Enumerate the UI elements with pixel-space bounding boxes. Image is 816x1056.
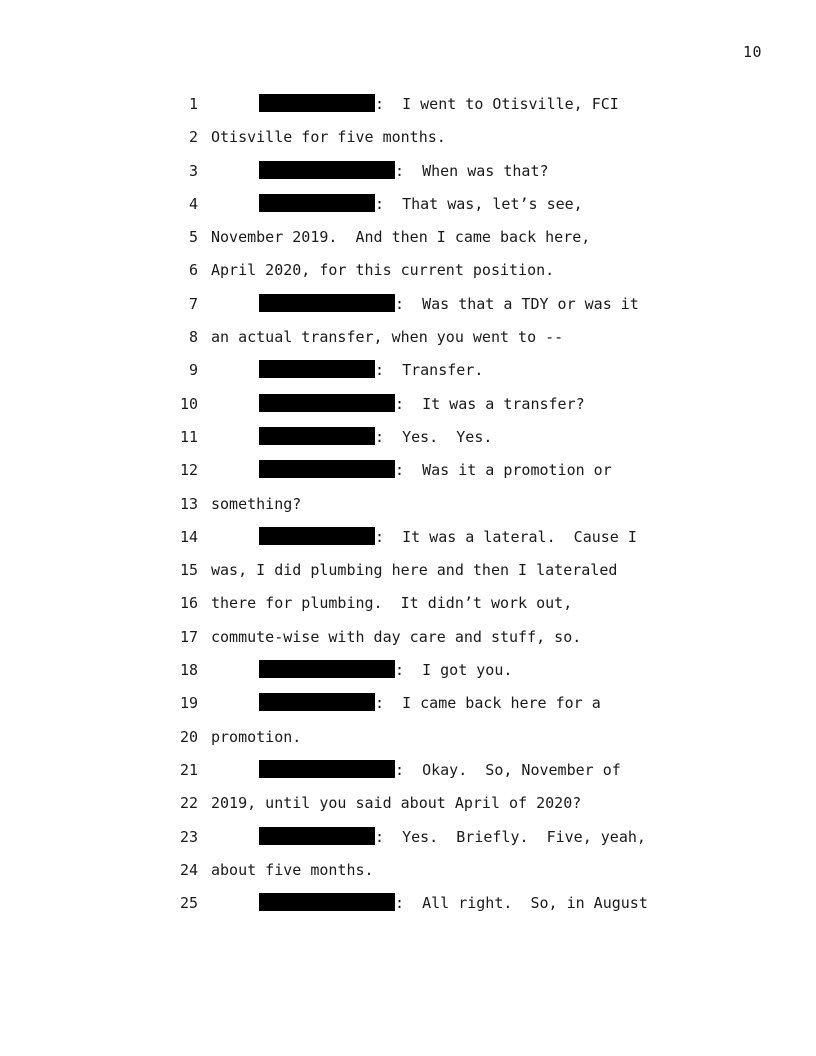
spoken-text: : Okay. So, November of	[395, 760, 621, 779]
speaker-line-text	[259, 425, 492, 449]
line-number: 7	[188, 294, 198, 313]
spoken-text: : All right. So, in August	[395, 894, 648, 913]
speaker-line-text	[259, 92, 619, 116]
transcript-line	[0, 858, 816, 891]
spoken-text: : I came back here for a	[375, 694, 601, 713]
transcript-line	[0, 458, 816, 491]
redacted-speaker-name	[259, 427, 375, 445]
transcript-line	[0, 159, 816, 192]
spoken-text: April 2020, for this current position.	[211, 261, 555, 280]
spoken-text: : Transfer.	[375, 361, 484, 380]
line-number: 9	[188, 361, 198, 380]
transcript-line	[0, 558, 816, 591]
page-number: 10	[742, 43, 762, 61]
spoken-text: there for plumbing. It didn’t work out,	[211, 594, 573, 613]
spoken-text: : That was, let’s see,	[375, 194, 583, 213]
line-number: 15	[179, 561, 198, 580]
spoken-text: November 2019. And then I came back here,	[211, 228, 591, 247]
speaker-line-text	[259, 458, 612, 482]
transcript-line	[0, 891, 816, 924]
transcript-line	[0, 258, 816, 291]
line-number: 12	[179, 461, 198, 480]
transcript-line	[0, 192, 816, 225]
redacted-speaker-name	[259, 360, 375, 378]
line-number: 4	[188, 194, 198, 213]
redacted-speaker-name	[259, 693, 375, 711]
spoken-text: : Was that a TDY or was it	[395, 294, 639, 313]
transcript-line	[0, 791, 816, 824]
line-number: 22	[179, 794, 198, 813]
line-number: 23	[179, 827, 198, 846]
redacted-speaker-name	[259, 161, 395, 179]
transcript-body	[0, 92, 816, 924]
redacted-speaker-name	[259, 660, 395, 678]
spoken-text: Otisville for five months.	[211, 128, 446, 147]
speaker-line-text	[259, 159, 549, 183]
redacted-speaker-name	[259, 893, 395, 911]
transcript-line	[0, 625, 816, 658]
transcript-line	[0, 725, 816, 758]
line-number: 2	[188, 128, 198, 147]
speaker-line-text	[259, 525, 637, 549]
spoken-text: : It was a transfer?	[395, 394, 585, 413]
transcript-line	[0, 392, 816, 425]
transcript-line	[0, 125, 816, 158]
transcript-line	[0, 492, 816, 525]
line-number: 18	[179, 661, 198, 680]
speaker-line-text	[259, 891, 648, 915]
transcript-line	[0, 591, 816, 624]
line-number: 24	[179, 860, 198, 879]
redacted-speaker-name	[259, 760, 395, 778]
transcript-line	[0, 525, 816, 558]
redacted-speaker-name	[259, 394, 395, 412]
continuation-line-text	[211, 725, 301, 749]
spoken-text: was, I did plumbing here and then I lateraled	[211, 561, 618, 580]
redacted-speaker-name	[259, 827, 375, 845]
transcript-line	[0, 825, 816, 858]
speaker-line-text	[259, 825, 646, 849]
transcript-line	[0, 358, 816, 391]
line-number: 5	[188, 228, 198, 247]
spoken-text: : When was that?	[395, 161, 549, 180]
continuation-line-text	[211, 125, 446, 149]
continuation-line-text	[211, 625, 581, 649]
spoken-text: promotion.	[211, 727, 302, 746]
line-number: 8	[188, 328, 198, 347]
redacted-speaker-name	[259, 527, 375, 545]
transcript-line	[0, 691, 816, 724]
line-number: 1	[188, 95, 198, 113]
line-number: 16	[179, 594, 198, 613]
line-number: 10	[179, 394, 198, 413]
continuation-line-text	[211, 591, 572, 615]
speaker-line-text	[259, 392, 585, 416]
line-number: 3	[188, 161, 198, 180]
transcript-line	[0, 658, 816, 691]
spoken-text: an actual transfer, when you went to --	[211, 328, 564, 347]
line-number: 11	[179, 427, 198, 446]
speaker-line-text	[259, 691, 601, 715]
spoken-text: : I got you.	[395, 661, 513, 680]
line-number: 21	[179, 760, 198, 779]
spoken-text: : It was a lateral. Cause I	[375, 527, 637, 546]
spoken-text: about five months.	[211, 860, 374, 879]
speaker-line-text	[259, 758, 621, 782]
continuation-line-text	[211, 858, 374, 882]
transcript-line	[0, 92, 816, 125]
line-number: 20	[179, 727, 198, 746]
spoken-text: commute-wise with day care and stuff, so.	[211, 627, 582, 646]
line-number: 6	[188, 261, 198, 280]
transcript-line	[0, 225, 816, 258]
line-number: 17	[179, 627, 198, 646]
spoken-text: something?	[211, 494, 302, 513]
speaker-line-text	[259, 192, 583, 216]
spoken-text: : I went to Otisville, FCI	[375, 95, 619, 113]
continuation-line-text	[211, 791, 581, 815]
transcript-line	[0, 325, 816, 358]
transcript-line	[0, 292, 816, 325]
redacted-speaker-name	[259, 94, 375, 112]
transcript-line	[0, 758, 816, 791]
transcript-line	[0, 425, 816, 458]
line-number: 13	[179, 494, 198, 513]
speaker-line-text	[259, 292, 639, 316]
continuation-line-text	[211, 558, 617, 582]
speaker-line-text	[259, 658, 512, 682]
redacted-speaker-name	[259, 460, 395, 478]
continuation-line-text	[211, 325, 563, 349]
continuation-line-text	[211, 225, 590, 249]
speaker-line-text	[259, 358, 483, 382]
redacted-speaker-name	[259, 194, 375, 212]
spoken-text: : Yes. Briefly. Five, yeah,	[375, 827, 646, 846]
continuation-line-text	[211, 492, 301, 516]
spoken-text: 2019, until you said about April of 2020?	[211, 794, 582, 813]
line-number: 19	[179, 694, 198, 713]
redacted-speaker-name	[259, 294, 395, 312]
line-number: 25	[179, 894, 198, 913]
spoken-text: : Yes. Yes.	[375, 427, 493, 446]
continuation-line-text	[211, 258, 554, 282]
line-number: 14	[179, 527, 198, 546]
spoken-text: : Was it a promotion or	[395, 461, 612, 480]
